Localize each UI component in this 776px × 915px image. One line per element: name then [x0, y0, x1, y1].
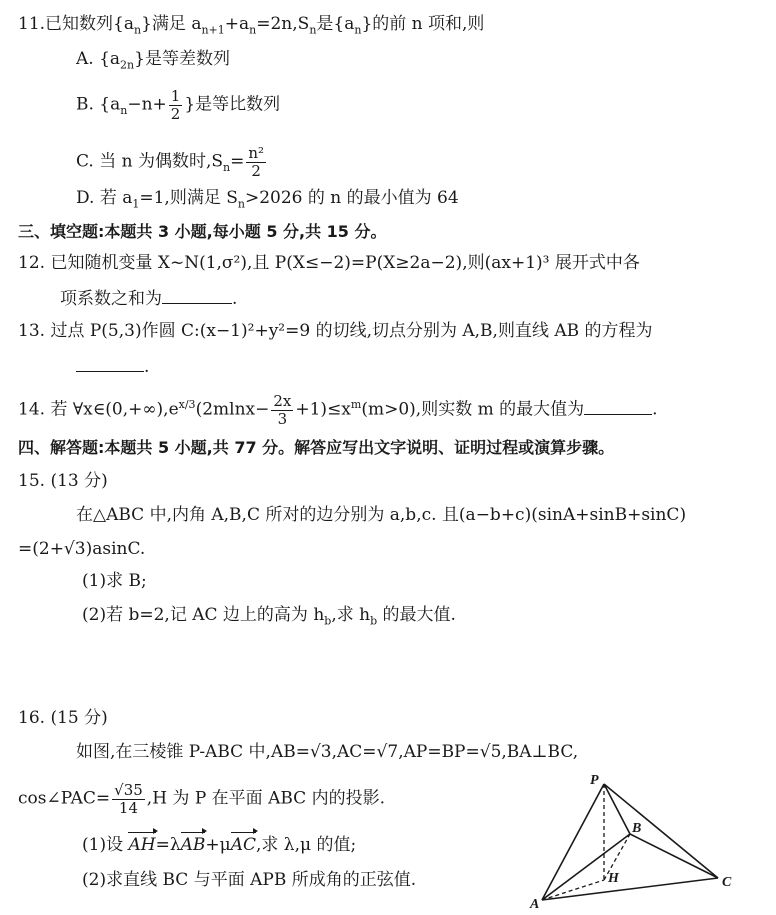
edge-pc — [604, 784, 718, 878]
q15-part-1: (1)求 B; — [82, 571, 147, 591]
q13-line-1: 13. 过点 P(5,3)作圆 C:(x−1)²+y²=9 的切线,切点分别为 A,B,则直线 AB 的方程为 — [18, 321, 653, 341]
q16-heading: 16. (15 分) — [18, 708, 108, 728]
edge-pa — [542, 784, 604, 900]
edge-bc — [630, 834, 718, 878]
q11-option-c: C. 当 n 为偶数时$,S_n=$ $\frac{\text{n²}}{2}$ — [76, 144, 265, 180]
section-4-heading: 四、解答题:本题共 5 小题,共 77 分。解答应写出文字说明、证明过程或演算步骤。 — [18, 438, 615, 457]
q12-line-2: 项系数之和为 . — [60, 285, 237, 311]
q16-line-2: cos∠PAC= $\frac{√35}{14}$ ,H 为 P 在平面 ABC 内的投影. — [18, 781, 385, 817]
q13-line-2: . — [76, 353, 149, 379]
fraction-sqrt35-over-14: $\frac{√35}{14}$ — [114, 781, 143, 817]
vector-ac: AC — [230, 835, 256, 855]
label-p: P — [590, 773, 599, 788]
fraction-one-half: $\frac{1}{2}$ — [170, 87, 181, 123]
answer-blank — [76, 353, 144, 372]
label-b: B — [632, 821, 642, 836]
label-c: C — [722, 875, 732, 890]
q11-option-b: B. {$a_n-n+$ $\frac{1}{2}$ }是等比数列 — [76, 87, 281, 123]
q14-line: 14. 若 $\forall x\in(0,+\infty),e^{x/3}(2mlnx-$ $\frac{2x}{3}$ $+1)\le x^m(m>0)$,则实数 m 的最大值为 . — [18, 392, 658, 428]
q11-stem: 11.已知数列$\{a_n\}$满足 $a_{n+1}+a_n=2n,S_n$是$\{a_n\}$的前 n 项和,则 — [18, 14, 485, 37]
vector-ab: AB — [180, 835, 206, 855]
q11-option-d: D. 若 $a_1=1$,则满足 $S_n>2026$ 的 n 的最小值为 64 — [76, 188, 459, 211]
q16-part-2: (2)求直线 BC 与平面 APB 所成角的正弦值. — [82, 870, 417, 890]
answer-blank — [584, 396, 652, 415]
fraction-n2-over-2: $\frac{\text{n²}}{2}$ — [248, 144, 265, 180]
q11-option-a: A. $\{a_{2n}\}$是等差数列 — [76, 49, 230, 72]
edge-pb — [604, 784, 630, 834]
label-h: H — [608, 871, 619, 886]
q15-heading: 15. (13 分) — [18, 471, 108, 491]
q15-line-2: =(2+√3)asinC. — [18, 539, 146, 559]
q15-line-1: 在△ABC 中,内角 A,B,C 所对的边分别为 a,b,c. 且(a−b+c)(sinA+sinB+sinC) — [76, 505, 687, 525]
q12-line-1: 12. 已知随机变量 X~N(1,σ²),且 P(X≤−2)=P(X≥2a−2),则(ax+1)³ 展开式中各 — [18, 253, 640, 273]
answer-blank — [162, 285, 232, 304]
vector-ah: AH — [128, 835, 156, 855]
q16-part-1: (1)设 AH=λAB+μAC,求 λ,μ 的值; — [82, 835, 357, 855]
fraction-2x-over-3: $\frac{2x}{3}$ — [273, 392, 292, 428]
label-a: A — [530, 897, 540, 910]
section-3-heading: 三、填空题:本题共 3 小题,每小题 5 分,共 15 分。 — [18, 222, 387, 241]
q15-part-2: (2)若 b=2,记 AC 边上的高为 $h_b$,求 $h_b$ 的最大值. — [82, 605, 456, 628]
q16-line-1: 如图,在三棱锥 P-ABC 中,AB=√3,AC=√7,AP=BP=√5,BA⊥BC, — [76, 742, 579, 762]
pyramid-figure — [526, 770, 756, 910]
edge-ac — [542, 878, 718, 900]
